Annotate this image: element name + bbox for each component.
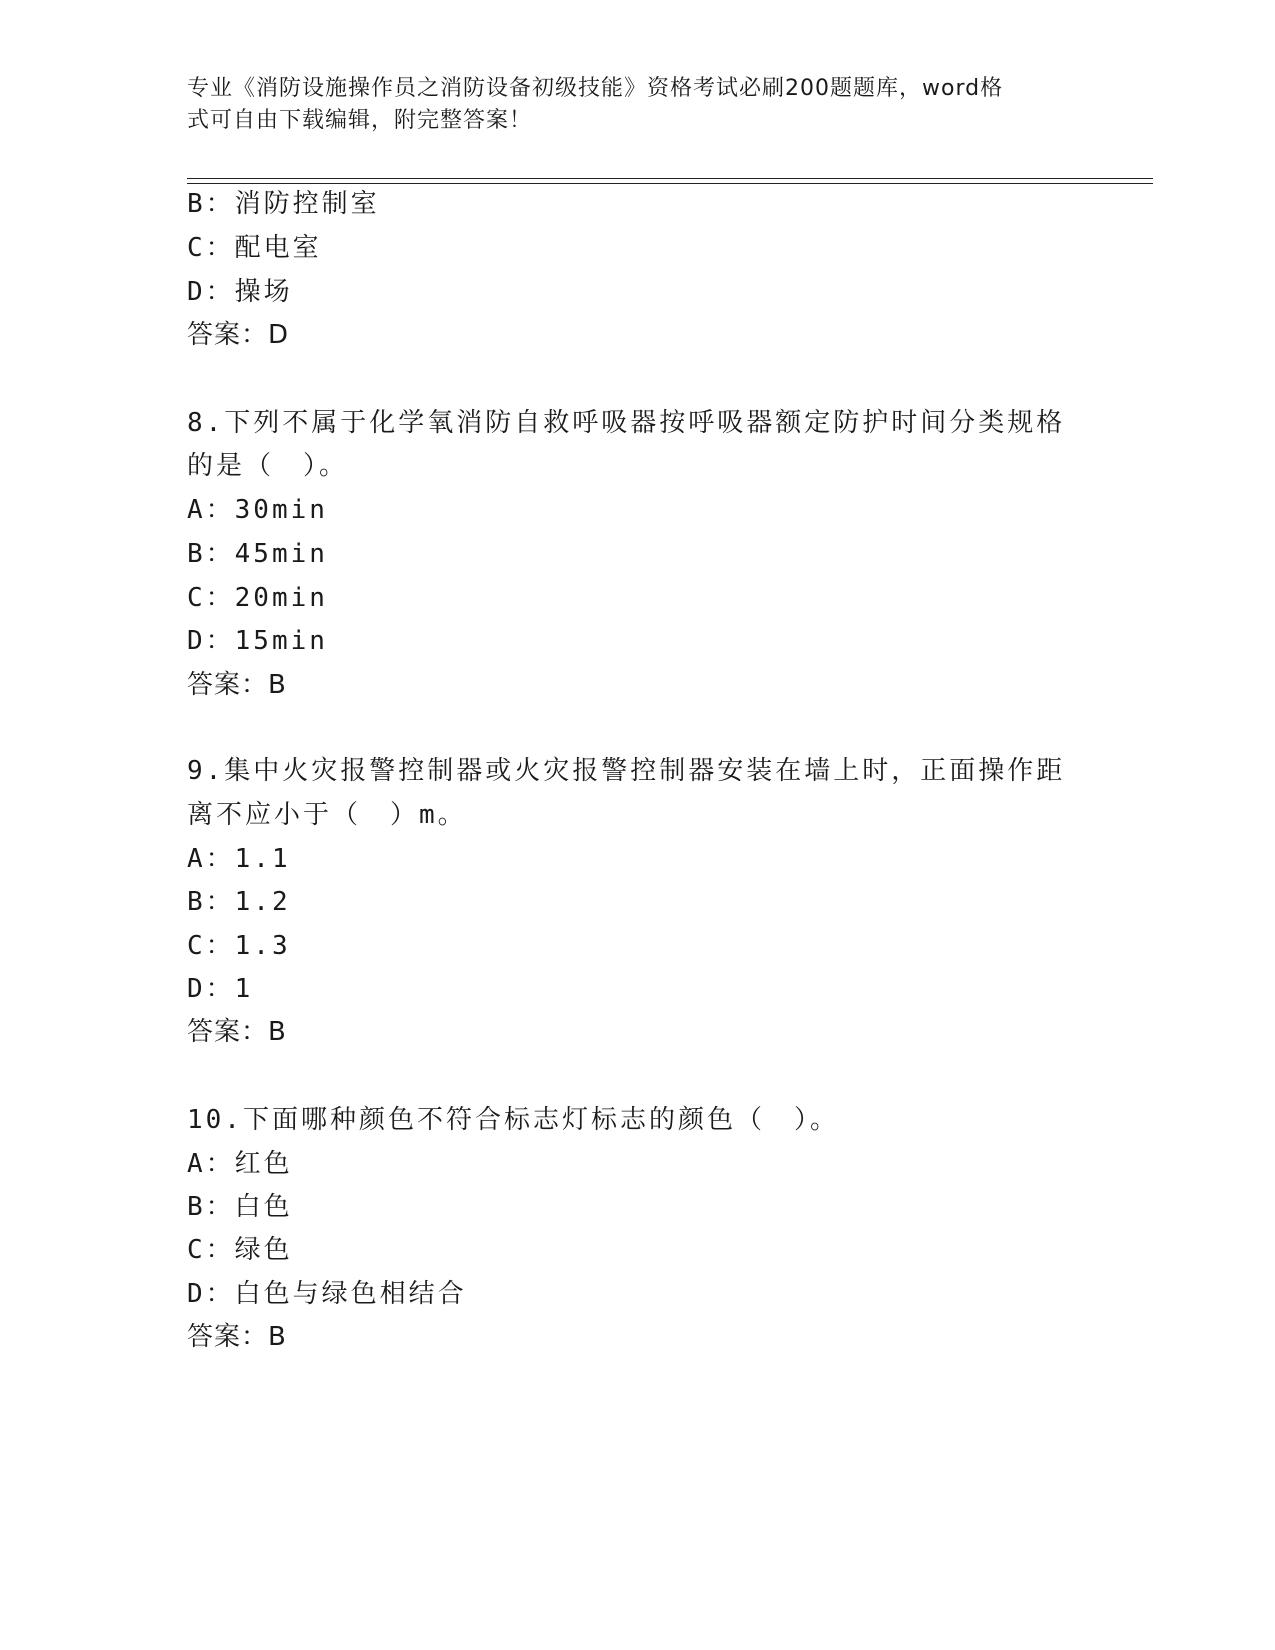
q8-option-d: D：15min [187, 626, 328, 656]
q10-stem-line-1: 10.下面哪种颜色不符合标志灯标志的颜色（ ）。 [187, 1105, 839, 1135]
header-divider-bottom [187, 183, 1153, 184]
q9-stem-line-1: 9.集中火灾报警控制器或火灾报警控制器安装在墙上时，正面操作距 [187, 756, 1066, 786]
q8-stem-line-1: 8.下列不属于化学氧消防自救呼吸器按呼吸器额定防护时间分类规格 [187, 408, 1066, 438]
q10-option-a: A：红色 [187, 1149, 293, 1179]
q9-option-c: C：1.3 [187, 931, 291, 961]
header-title-line-2: 式可自由下载编辑，附完整答案！ [187, 108, 533, 133]
q8-option-b: B：45min [187, 539, 328, 569]
q10-option-b: B：白色 [187, 1192, 293, 1222]
header-title-line-1: 专业《消防设施操作员之消防设备初级技能》资格考试必刷200题题库，word格 [187, 76, 1004, 101]
q7-answer: 答案：D [187, 320, 290, 350]
q7-option-c: C：配电室 [187, 233, 322, 263]
q8-answer: 答案：B [187, 670, 287, 700]
q8-option-c: C：20min [187, 583, 328, 613]
q9-stem-line-2: 离不应小于（ ）m。 [187, 800, 467, 830]
q10-option-c: C：绿色 [187, 1235, 293, 1265]
q9-option-d: D：1 [187, 974, 254, 1004]
q7-option-b: B：消防控制室 [187, 189, 380, 219]
q8-option-a: A：30min [187, 495, 328, 525]
q7-option-d: D：操场 [187, 277, 293, 307]
header-divider-top [187, 178, 1153, 179]
q10-answer: 答案：B [187, 1322, 287, 1352]
document-header [187, 73, 1067, 137]
q9-answer: 答案：B [187, 1017, 287, 1047]
q9-option-b: B：1.2 [187, 887, 291, 917]
q10-option-d: D：白色与绿色相结合 [187, 1279, 467, 1309]
q9-option-a: A：1.1 [187, 844, 291, 874]
q8-stem-line-2: 的是（ ）。 [187, 451, 349, 481]
